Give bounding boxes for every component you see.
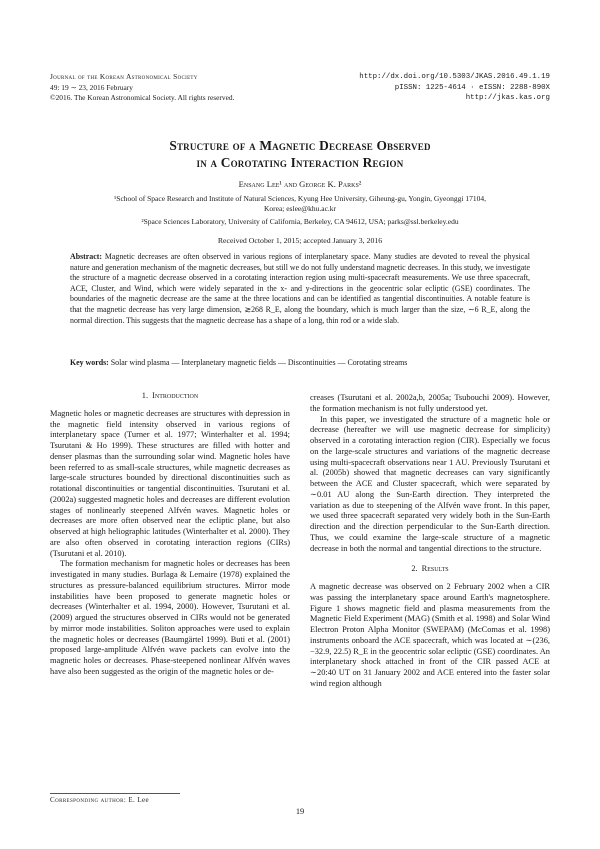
section-number: 1. xyxy=(141,391,149,400)
affiliation-1-line-1: ¹School of Space Research and Institute of Natural Sciences, Kyung Hee University, Giheung-gu, Yongin, Gyeonggi 17104, xyxy=(114,194,486,203)
section-number: 2. xyxy=(411,564,418,574)
journal-url[interactable]: http://jkas.kas.org xyxy=(465,94,550,102)
title-line-2: in a Corotating Interaction Region xyxy=(196,155,404,170)
section-title: Introduction xyxy=(152,391,199,400)
issn: pISSN: 1225-4614 · eISSN: 2288-890X xyxy=(394,83,550,92)
intro-paragraph-2-cont: creases (Tsurutani et al. 2002a,b, 2005a; Tsubouchi 2009). However, the formation mechanism is not fully understood yet. xyxy=(310,393,550,413)
affiliation-2: ²Space Sciences Laboratory, University of California, Berkeley, CA 94612, USA; parks@ssl.berkeley.edu xyxy=(141,217,459,226)
section-title: Results xyxy=(421,564,449,574)
section-heading-introduction xyxy=(50,391,290,402)
keywords-text: Solar wind plasma — Interplanetary magnetic fields — Discontinuities — Corotating streams xyxy=(110,358,408,367)
copyright: ©2016. The Korean Astronomical Society. All rights reserved. xyxy=(50,93,235,102)
affiliation-1 xyxy=(50,194,550,214)
journal-identifiers xyxy=(359,72,550,104)
journal-name: Journal of the Korean Astronomical Society xyxy=(50,72,198,81)
footnote-divider xyxy=(50,793,180,794)
volume-pages: 49: 19 ∼ 23, 2016 February xyxy=(50,82,133,92)
section-heading-results xyxy=(310,564,550,575)
authors: Ensang Lee¹ and George K. Parks² xyxy=(238,179,362,189)
keywords xyxy=(70,358,530,369)
affiliation-1-line-2: Korea; eslee@khu.ac.kr xyxy=(263,204,337,214)
keywords-label: Key words: xyxy=(70,358,109,367)
intro-paragraph-3: In this paper, we investigated the structure of a magnetic hole or decrease (hereafter we will use magnetic decrease for simplicity) observed in a corotating interaction region (CIR). Especially we focus on the large-scale structures and variations of the magnetic decrease using multi-spacecraft observations near 1 AU. Previously Tsurutani et al. (2005b) showed that magnetic decreases can vary significantly between the ACE and Cluster spacecraft, which were separated by ∼0.01 AU along the Sun-Earth direction. They interpreted the variation as due to steepening of the Alfvén wave front. In this paper, we used three spacecraft separated very widely both in the Sun-Earth direction and the direction perpendicular to the Sun-Earth direction. Thus, we could examine the large-scale structure of a magnetic decrease in both the normal and tangential directions to the structure. xyxy=(310,414,550,553)
footnote-label: Corresponding author: xyxy=(50,796,127,804)
corresponding-author-footnote xyxy=(50,796,149,804)
footnote-name: E. Lee xyxy=(128,796,150,804)
abstract-text: Magnetic decreases are often observed in various regions of interplanetary space. Many studies are devoted to reveal the physical nature and generation mechanism of the magnetic decreases, but still we do not fully understand magnetic decreases. In this study, we investigate the structure of a magnetic decrease observed in a corotating interaction region using multi-spacecraft measurements. We use three spacecraft, ACE, Cluster, and Wind, which were widely separated in the x- and y-directions in the geocentric solar ecliptic (GSE) coordinates. The boundaries of the magnetic decrease are the same at the three locations and can be identified as tangential discontinuities. A notable feature is that the magnetic decrease has very large dimension, ≳268 R_E, along the boundary, which is much larger than the size, ∼6 R_E, along the normal direction. This suggests that the magnetic decrease has a shape of a long, thin rod or a wide slab. xyxy=(70,252,530,325)
page-number: 19 xyxy=(295,807,305,816)
left-column xyxy=(50,391,290,678)
paper-title xyxy=(0,137,600,171)
intro-paragraph-1: Magnetic holes or magnetic decreases are structures with depression in the magnetic field intensity observed in various regions of interplanetary space (Turner et al. 1977; Winterhalter et al. 1994; Tsurutani & Ho 1999). These structures are filled with hotter and denser plasmas than the surrounding solar wind. Magnetic holes have been referred to as small-scale structures, while magnetic decreases as large-scale structures bounded by directional discontinuities such as rotational discontinuities or tangential discontinuities. Tsurutani et al. (2002a) suggested magnetic holes and decreases are different evolution stages of nonlinearly steepened Alfvén waves. Magnetic holes or decreases are more often observed near the ecliptic plane, but also observed at high heliographic latitudes (Winterhalter et al. 2000). They are also often observed in corotating interaction regions (CIRs) (Tsurutani et al. 2010). xyxy=(50,408,290,558)
intro-paragraph-2: The formation mechanism for magnetic holes or decreases has been investigated in many studies. Burlaga & Lemaire (1978) explained the structures as pressure-balanced equilibrium structures. Mirror mode instabilities have been proposed to generate magnetic holes or decreases (Winterhalter et al. 1994, 2000). However, Tsurutani et al. (2009) argued the structures observed in CIRs would not be generated by mirror mode instabilities. Soliton approaches were used to explain the magnetic holes or decreases (Baumgärtel 1999). Buti et al. (2001) proposed large-amplitude Alfvén wave packets can evolve into the magnetic holes or decreases. Phase-steepened nonlinear Alfvén waves have also been suggested as the origin of the magnetic holes or de- xyxy=(50,559,290,676)
abstract-label: Abstract: xyxy=(70,252,102,261)
journal-header xyxy=(50,72,234,104)
doi-link[interactable]: http://dx.doi.org/10.5303/JKAS.2016.49.1.19 xyxy=(359,73,550,81)
received-dates: Received October 1, 2015; accepted January 3, 2016 xyxy=(217,236,383,245)
title-line-1: Structure of a Magnetic Decrease Observed xyxy=(169,138,431,153)
results-paragraph-1: A magnetic decrease was observed on 2 February 2002 when a CIR was passing the interplanetary space around Earth's magnetosphere. Figure 1 shows magnetic field and plasma measurements from the Magnetic Field Experiment (MAG) (Smith et al. 1998) and Solar Wind Electron Proton Alpha Monitor (SWEPAM) (McComas et al. 1998) instruments onboard the ACE spacecraft, which was located at ∼(236, −32.9, 22.5) R_E in the geocentric solar ecliptic (GSE) coordinates. An interplanetary shock attached in front of the CIR passed ACE at ∼20:40 UT on 31 January 2002 and ACE entered into the faster solar wind region although xyxy=(310,582,550,688)
abstract xyxy=(70,252,530,326)
right-column xyxy=(310,393,550,690)
